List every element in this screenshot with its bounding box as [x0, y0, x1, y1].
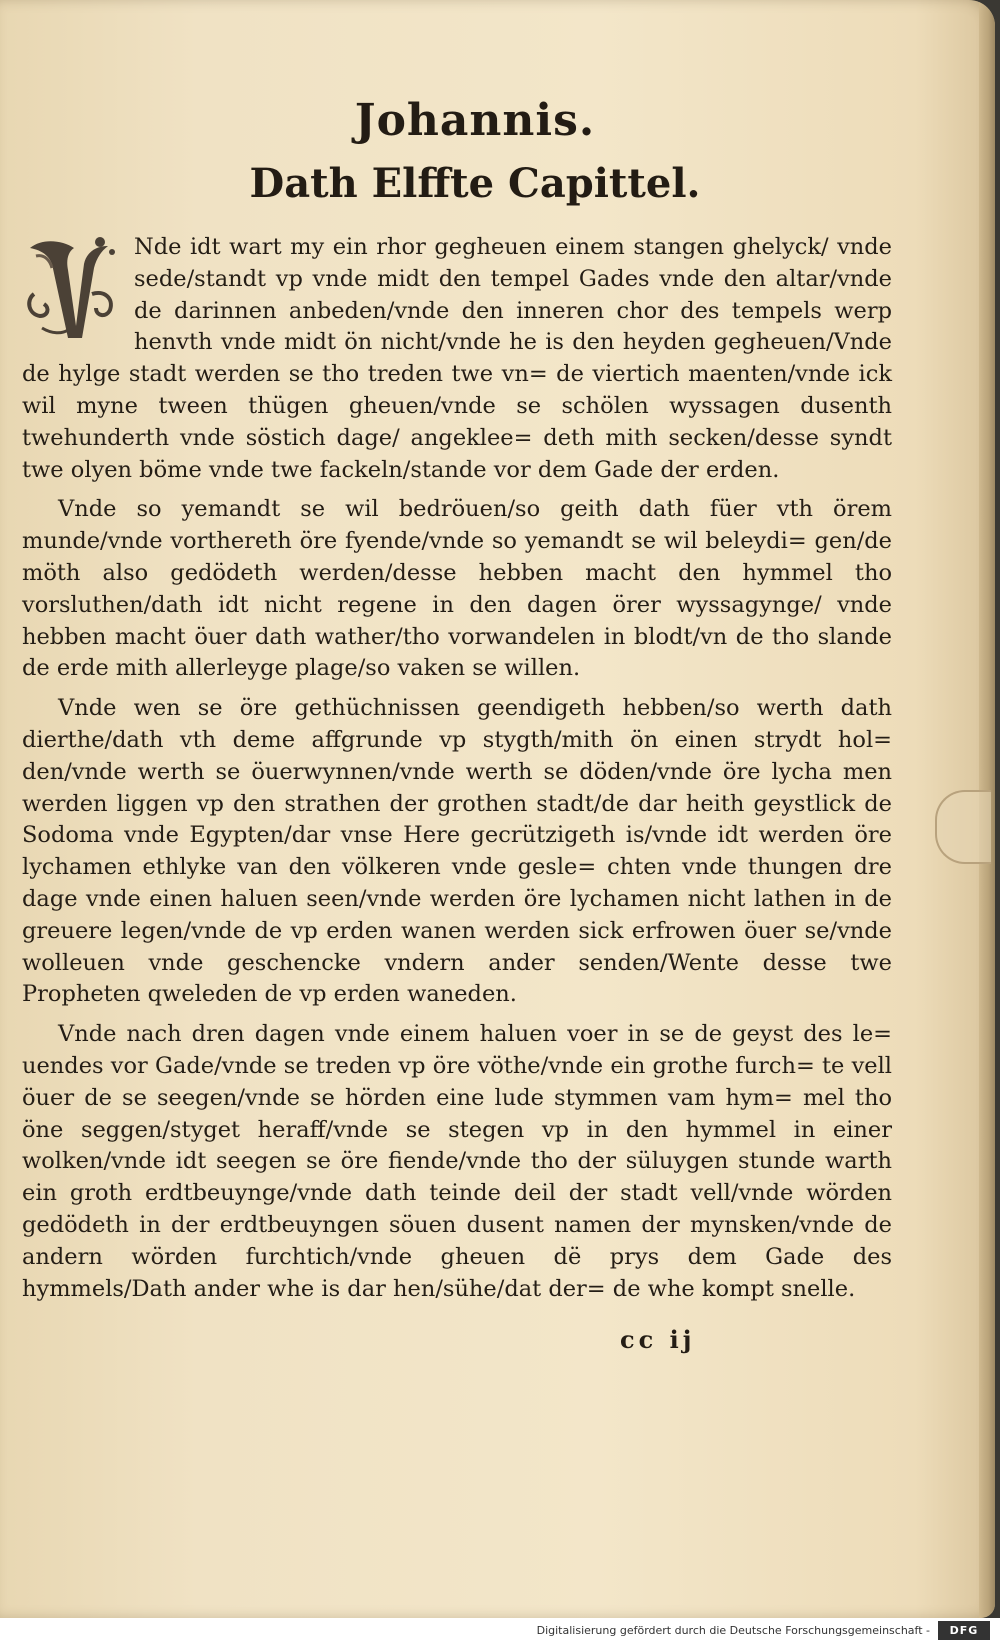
paragraph-4 [22, 1019, 892, 1305]
paragraph-3 [22, 693, 892, 1011]
paragraph-4-text: Vnde nach dren dagen vnde einem haluen voer in se de geyst des le= uendes vor Gade/vnde se treden vp öre vöthe/vnde ein grothe furch= te vell öuer de se seegen/vnde se hörden eine lude stymmen vam hym= mel tho öne seggen/styget heraff/vnde se stegen vp in den hymmel in einer wolken/vnde idt seegen se öre fiende/vnde tho der süluygen stunde warth ein groth erdtbeuynge/vnde dath teinde deil der stadt vell/vnde wörden gedödeth in der erdtbeuyngen söuen dusent namen der mynsken/vnde de andern wörden furchtich/vnde gheuen dë prys dem Gade des hymmels/Dath ander whe is dar hen/sühe/dat der= de whe kompt snelle. [22, 1021, 892, 1302]
footer-credit: Digitalisierung gefördert durch die Deutsche Forschungsgemeinschaft - [536, 1624, 930, 1637]
paragraph-1: Nde idt wart my ein rhor gegheuen einem stangen ghelyck/ vnde sede/standt vp vnde midt den tempel Gades vnde den altar/vnde de darinnen anbeden/vnde den inneren chor des tempels werp henvth vnde midt ön nicht/vnde he is den heyden gegheuen/Vnde de hylge stadt werden se tho treden twe vn= de viertich maenten/vnde ick wil myne tween thügen gheuen/vnde se schölen wyssagen dusenth twehunderth vnde söstich dage/ angeklee= deth mith secken/desse syndt twe olyen böme vnde twe fackeln/stande vor dem Gade der erden. [22, 234, 892, 483]
paragraph-2 [22, 494, 892, 685]
body-text [22, 232, 892, 1313]
footer-bar [0, 1618, 1000, 1645]
running-title: Johannis. [354, 95, 596, 146]
page-tab-notch [935, 790, 991, 864]
chapter-title: Dath Elffte Capittel. [249, 160, 701, 207]
decorated-initial-v-icon [22, 234, 122, 342]
paragraph-2-text: Vnde so yemandt se wil bedröuen/so geith dath füer vth örem munde/vnde vorthereth öre fyende/vnde so yemandt se wil beleydi= gen/de möth also gedödeth werden/desse hebben macht den hymmel tho vorsluthen/dath idt nicht regene in den dagen örer wyssagynge/ vnde hebben macht öuer dath wather/tho vorwandelen in blodt/vn de tho slande de erde mith allerleyge plage/so vaken se willen. [22, 496, 892, 682]
dfg-logo-icon: DFG [938, 1621, 990, 1640]
paragraph-3-text: Vnde wen se öre gethüchnissen geendigeth hebben/so werth dath dierthe/dath vth deme affgrunde vp stygth/mith ön einen strydt hol= den/vnde werth se öuerwynnen/vnde werth se döden/vnde öre lycha men werden liggen vp den strathen der grothen stadt/de dar heith geystlick de Sodoma vnde Egypten/dar vnse Here gecrützigeth is/vnde idt werden öre lychamen ethlyke van den völkeren vnde gesle= chten vnde thungen dre dage vnde einen haluen seen/vnde werden öre lychamen nicht lathen in de greuere legen/vnde de vp erden wanen werden sick erfrowen öuer se/vnde wolleuen vnde geschencke vndern ander senden/Wente desse twe Propheten qweleden de vp erden waneden. [22, 695, 892, 1008]
signature-mark: cc ij [620, 1325, 696, 1354]
